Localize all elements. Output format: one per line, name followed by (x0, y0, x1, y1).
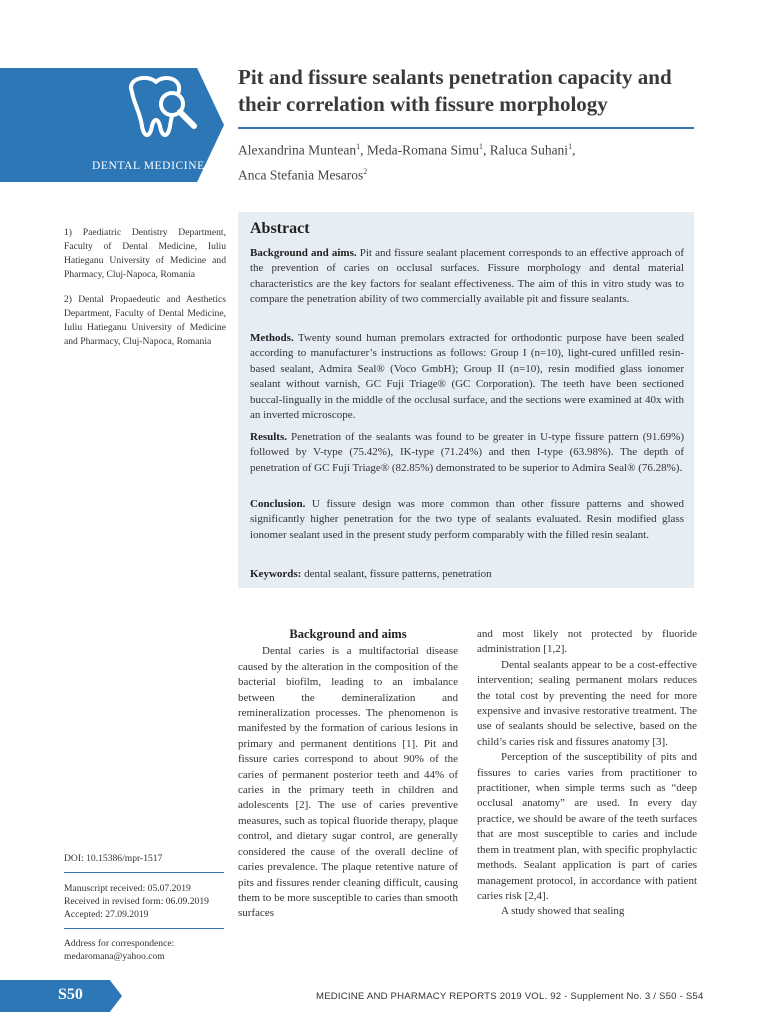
body-paragraph: Dental sealants appear to be a cost-effective intervention; sealing permanent molars reduces the total cost by preventing the need for more expensive and invasive restorative treatment. The use of sealants should be selective, based on the child’s caries risk and fissures anatomy [3]. (477, 658, 697, 748)
abstract-background-text: Pit and fissure sealant placement corresponds to an effective approach of the prevention of caries on occlusal surfaces. Fissure morphology and dental material characteristics are the key factors for sealant effectiveness. The aim of this in vitro study was to compare the penetration ability of two commercially available pit and fissure sealants. (250, 247, 684, 306)
info-divider (64, 928, 224, 929)
author-affiliation-mark: 1 (568, 142, 573, 151)
body-paragraph: Perception of the susceptibility of pits and fissures to caries varies from practitioner to practitioner, when simple terms such as “deep occlusal anatomy” are used. In every day practice, we should be aware of the teeth surfaces that are most susceptible to caries and include them in treatment plan, with specific prophylactic methods. Sealant application is part of caries management protocol, in accordance with patient caries risk [2,4]. (477, 751, 697, 902)
page-number: S50 (58, 986, 83, 1003)
author-name: Raluca Suhani (489, 142, 569, 158)
abstract-keywords (250, 567, 684, 582)
abstract-results-label: Results. (250, 431, 287, 443)
author-affiliation-mark: 1 (478, 142, 483, 151)
body-paragraph: and most likely not protected by fluoride administration [1,2]. (477, 628, 697, 656)
title-divider (238, 127, 694, 129)
author-name: Meda-Romana Simu (366, 142, 479, 158)
journal-footer: MEDICINE AND PHARMACY REPORTS 2019 VOL. 92 - Supplement No. 3 / S50 - S54 (316, 991, 704, 1002)
keywords-text: dental sealant, fissure patterns, penetration (301, 568, 492, 580)
abstract-conclusion-label: Conclusion. (250, 498, 306, 510)
manuscript-dates (64, 882, 209, 921)
author-affiliation-mark: 1 (356, 142, 361, 151)
accepted-date: Accepted: 27.09.2019 (64, 909, 149, 920)
abstract-background-label: Background and aims. (250, 247, 357, 259)
author-affiliation-mark: 2 (363, 166, 368, 176)
keywords-label: Keywords: (250, 568, 302, 580)
abstract-conclusion-text: U fissure design was more common than other fissure patterns and showed significantly higher penetration for the two type of sealants evaluated. Resin modified glass ionomer sealant used in the present study perform comparably with the filled resin sealant. (250, 498, 684, 541)
correspondence (64, 937, 174, 963)
section-heading: Background and aims (289, 627, 407, 641)
abstract-methods (250, 331, 684, 423)
author-name: Anca Stefania Mesaros (238, 167, 364, 182)
abstract-methods-label: Methods. (250, 332, 294, 344)
author-list: Alexandrina Muntean$^1$, Meda-Romana Simu$^1$, Raluca Suhani$^1$, Anca Stefania Mesaros$^2$ (238, 142, 576, 182)
info-divider (64, 872, 224, 873)
body-paragraph: A study showed that sealing (501, 905, 625, 918)
revised-date: Received in revised form: 06.09.2019 (64, 896, 209, 907)
abstract-conclusion (250, 497, 684, 543)
abstract-results (250, 430, 684, 476)
abstract-results-text: Penetration of the sealants was found to be greater in U-type fissure pattern (91.69%) followed by V-type (75.42%), IK-type (71.24%) and then I-type (63.98%). The depth of penetration of GC Fuji Triage® (82.85%) demonstrated to be superior to Admira Seal® (76.28%). (250, 431, 684, 474)
abstract-background (250, 246, 684, 308)
article-title: Pit and fissure sealants penetration capacity and their correlation with fissure morphology (238, 65, 672, 116)
correspondence-label: Address for correspondence: (64, 938, 175, 949)
author-name: Alexandrina Muntean (238, 142, 357, 158)
tooth-magnifier-icon (118, 72, 210, 152)
abstract-heading: Abstract (250, 220, 310, 237)
received-date: Manuscript received: 05.07.2019 (64, 883, 191, 894)
affiliation-2: 2) Dental Propaedeutic and Aesthetics Department, Faculty of Dental Medicine, Iuliu Hatieganu University of Medicine and Pharmacy, Cluj-Napoca, Romania (64, 294, 226, 347)
section-label: DENTAL MEDICINE (92, 160, 205, 172)
affiliation-1: 1) Paediatric Dentistry Department, Faculty of Dental Medicine, Iuliu Hatieganu University of Medicine and Pharmacy, Cluj-Napoca, Romania (64, 227, 226, 280)
body-paragraph: Dental caries is a multifactorial disease caused by the alteration in the composition of the bacterial biofilm, leading to an imbalance between the demineralization and remineralization processes. The phenomenon is manifested by the formation of carious lesions in primary and permanent dentitions [1]. Pit and fissure caries correspond to about 90% of the caries of permanent posterior teeth and 44% of caries in the primary teeth in children and adolescents [2]. The use of caries preventive measures, such as topical fluoride therapy, plaque control, and dietary sugar control, are generally considered the cause of the overall decline of caries prevalence. The plaque retentive nature of pits and fissures render cleaning difficult, causing them to be more susceptible to caries than smooth surfaces (238, 645, 458, 920)
body-column-1 (238, 627, 458, 922)
body-column-2 (477, 627, 697, 920)
correspondence-email: medaromana@yahoo.com (64, 951, 165, 962)
doi: DOI: 10.15386/mpr-1517 (64, 853, 163, 864)
abstract-methods-text: Twenty sound human premolars extracted for orthodontic purpose have been sealed according to manufacturer’s instructions as follows: Group I (n=10), light-cured unfilled resin-based sealant, Admira Seal® (Voco GmbH); Group II (n=10), resin modified glass ionomer sealant without varnish, GC Fuji Triage® (GC Corporation). The teeth have been sectioned buccal-lingually in the middle of the occlusal surface, and the sections were examined at 40x with an inverted microscope. (250, 332, 684, 422)
